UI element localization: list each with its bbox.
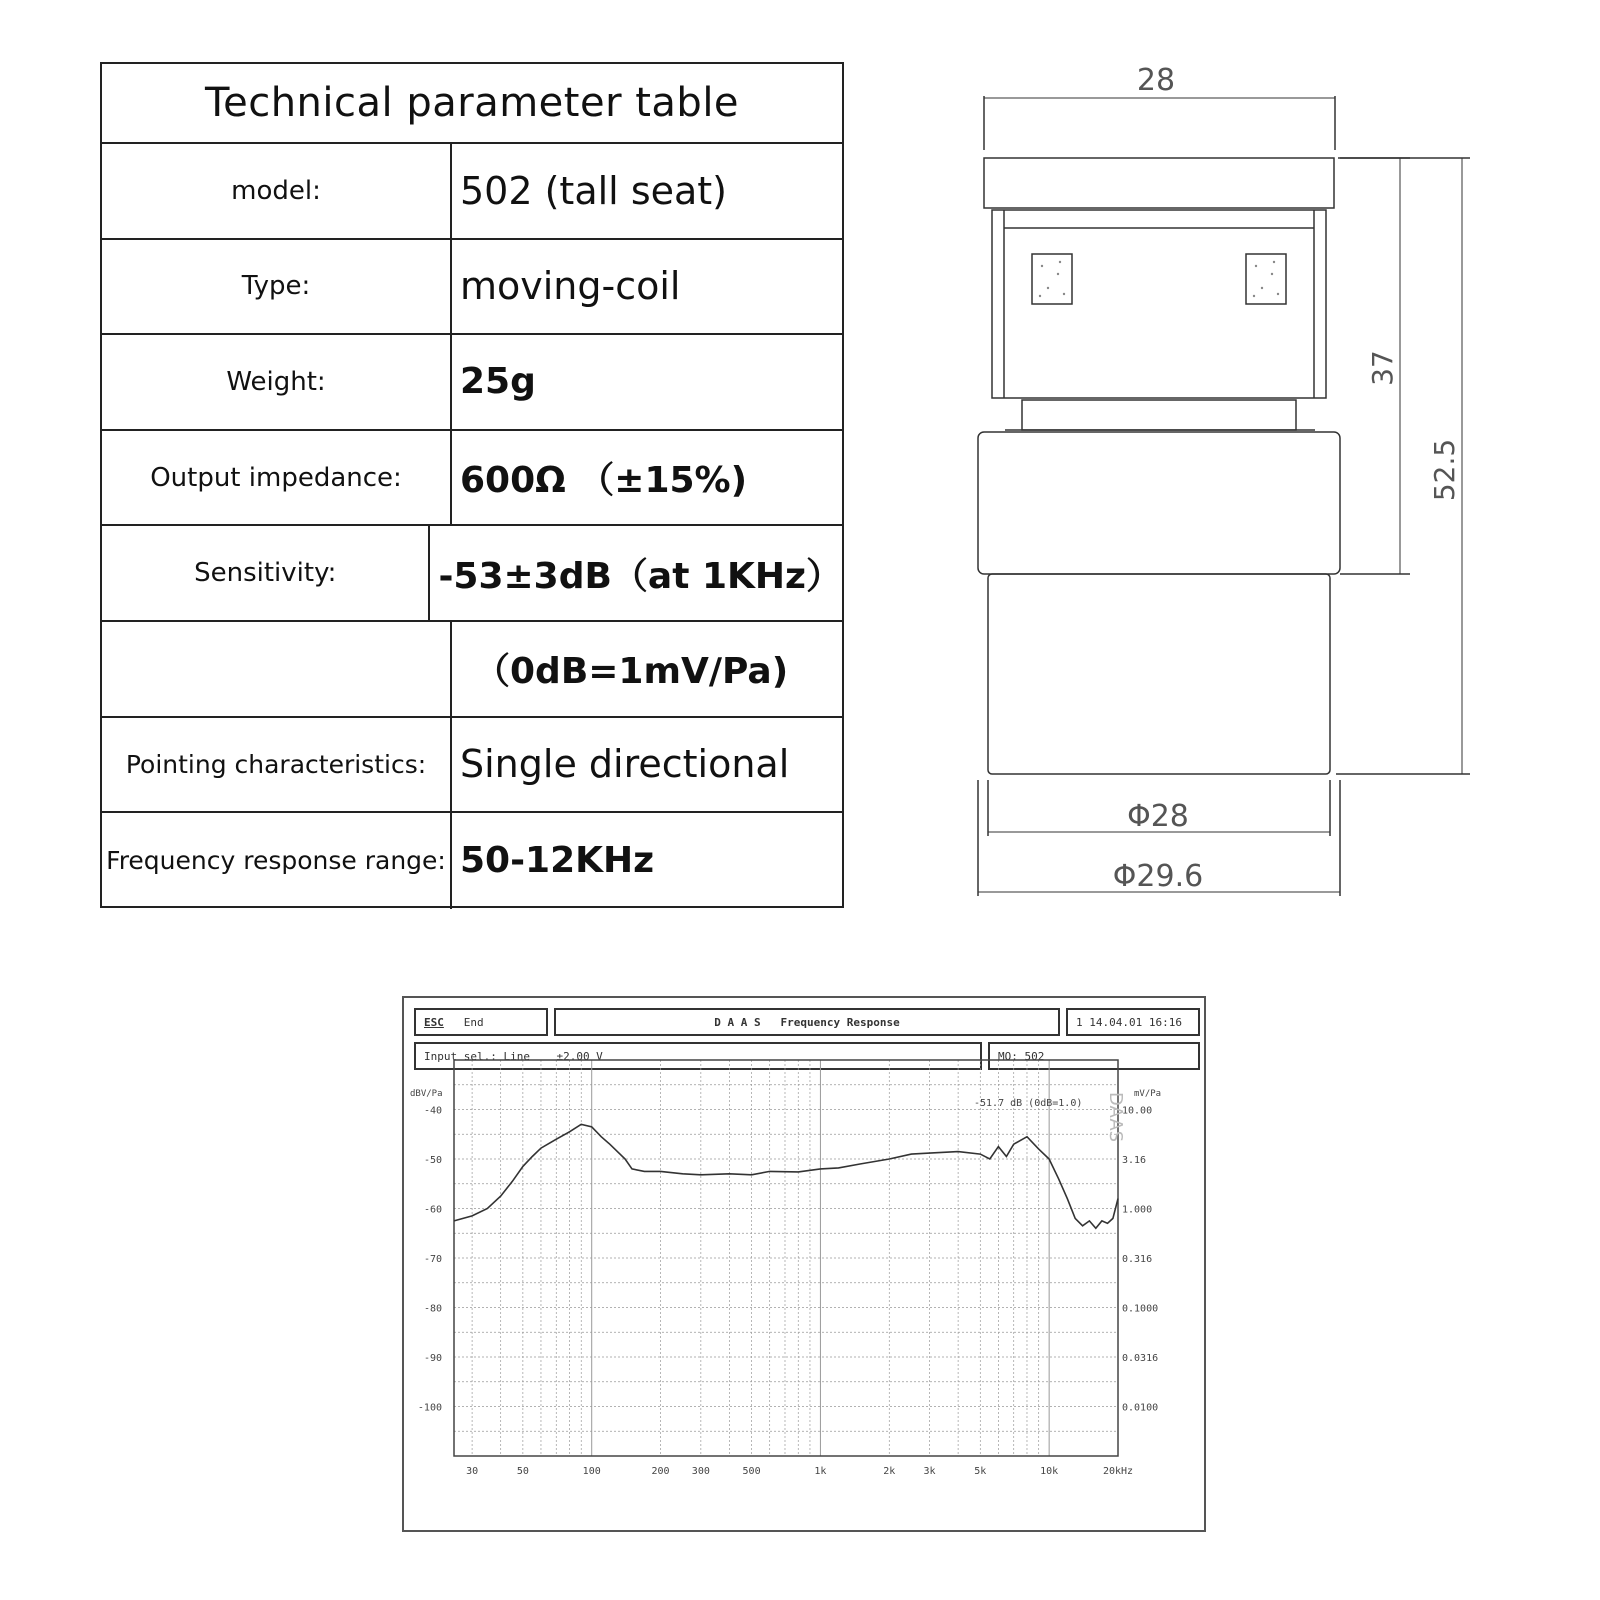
table-row (102, 526, 842, 622)
table-row (102, 240, 842, 336)
row-label: Sensitivity: (102, 526, 430, 620)
y-tick-label: -60 (423, 1204, 442, 1216)
dim-upper-height: 37 (1366, 350, 1399, 386)
x-tick-label: 30 (466, 1466, 479, 1477)
microphone-cartridge-drawing (960, 40, 1480, 920)
y2-tick-label: 1.000 (1122, 1204, 1153, 1216)
response-curve (454, 1124, 1118, 1228)
analyzer-title: D A A S Frequency Response (554, 1008, 1060, 1036)
x-tick-label: 20kHz (1102, 1466, 1134, 1477)
x-tick-label: 100 (582, 1466, 601, 1477)
y-tick-label: -100 (417, 1402, 442, 1414)
row-label: Weight: (102, 335, 452, 429)
x-tick-label: 3k (923, 1466, 936, 1477)
input-select[interactable]: Input sel.: Line ±2.00 V (414, 1042, 982, 1070)
end-label[interactable]: End (463, 1015, 484, 1029)
table-row (102, 813, 842, 909)
dim-total-height: 52.5 (1428, 438, 1461, 502)
parameter-table (100, 62, 844, 908)
y2-tick-label: 0.0316 (1122, 1353, 1159, 1364)
table-title: Technical parameter table (102, 64, 842, 144)
x-tick-label: 500 (742, 1466, 761, 1477)
row-label: Type: (102, 240, 452, 334)
chart-grid (454, 1060, 1118, 1456)
esc-key[interactable]: ESC (424, 1015, 444, 1029)
row-label: Output impedance: (102, 431, 452, 525)
y-tick-label: -90 (423, 1353, 442, 1364)
grille-window-left (1032, 254, 1072, 304)
y-tick-label: -40 (423, 1105, 442, 1117)
y2-tick-label: 0.316 (1122, 1254, 1153, 1265)
y2-tick-label: 10.00 (1122, 1105, 1153, 1117)
frequency-response-chart (404, 998, 1204, 1530)
x-tick-label: 200 (651, 1466, 670, 1477)
x-tick-label: 10k (1040, 1466, 1059, 1477)
datetime-readout: 1 14.04.01 16:16 (1066, 1008, 1200, 1036)
row-label: Pointing characteristics: (102, 718, 452, 812)
table-row (102, 431, 842, 527)
y2-tick-label: 0.1000 (1122, 1303, 1159, 1315)
table-row (102, 335, 842, 431)
row-value: moving-coil (460, 264, 681, 309)
y-axis-label: dBV/Pa (410, 1089, 443, 1099)
row-label (102, 622, 452, 716)
daas-watermark: DAAS (1105, 1092, 1126, 1143)
y2-tick-label: 0.0100 (1122, 1402, 1159, 1414)
mic-model-field[interactable]: MO: 502 (988, 1042, 1200, 1070)
row-value: 50-12KHz (460, 840, 655, 882)
grille-window-right (1246, 254, 1286, 304)
frequency-response-screen (402, 996, 1206, 1532)
y2-axis-label: mV/Pa (1134, 1089, 1162, 1099)
y2-tick-label: 3.16 (1122, 1155, 1147, 1166)
row-value: 502 (tall seat) (460, 168, 728, 213)
y-tick-label: -80 (423, 1303, 442, 1315)
row-value: 25g (460, 361, 536, 403)
y-tick-label: -50 (423, 1155, 442, 1166)
row-value: 600Ω （±15%) (460, 460, 748, 502)
table-row (102, 144, 842, 240)
x-tick-label: 300 (691, 1466, 710, 1477)
table-row (102, 718, 842, 814)
row-label: model: (102, 144, 452, 238)
level-readout: -51.7 dB (0dB=1.0) (974, 1098, 1083, 1109)
x-tick-label: 1k (814, 1466, 827, 1477)
x-tick-label: 2k (883, 1466, 896, 1477)
row-label: Frequency response range: (102, 813, 452, 909)
dim-top-width: 28 (1136, 63, 1176, 98)
row-value: （0dB=1mV/Pa) (474, 651, 789, 693)
dim-bottom-dia: Φ28 (1127, 799, 1189, 834)
y-tick-label: -70 (423, 1254, 442, 1265)
dim-body-dia: Φ29.6 (1112, 859, 1204, 894)
x-tick-label: 50 (516, 1466, 529, 1477)
row-value: Single directional (460, 742, 790, 787)
row-value: -53±3dB（at 1KHz） (438, 555, 842, 597)
x-tick-label: 5k (974, 1466, 987, 1477)
table-row (102, 622, 842, 718)
